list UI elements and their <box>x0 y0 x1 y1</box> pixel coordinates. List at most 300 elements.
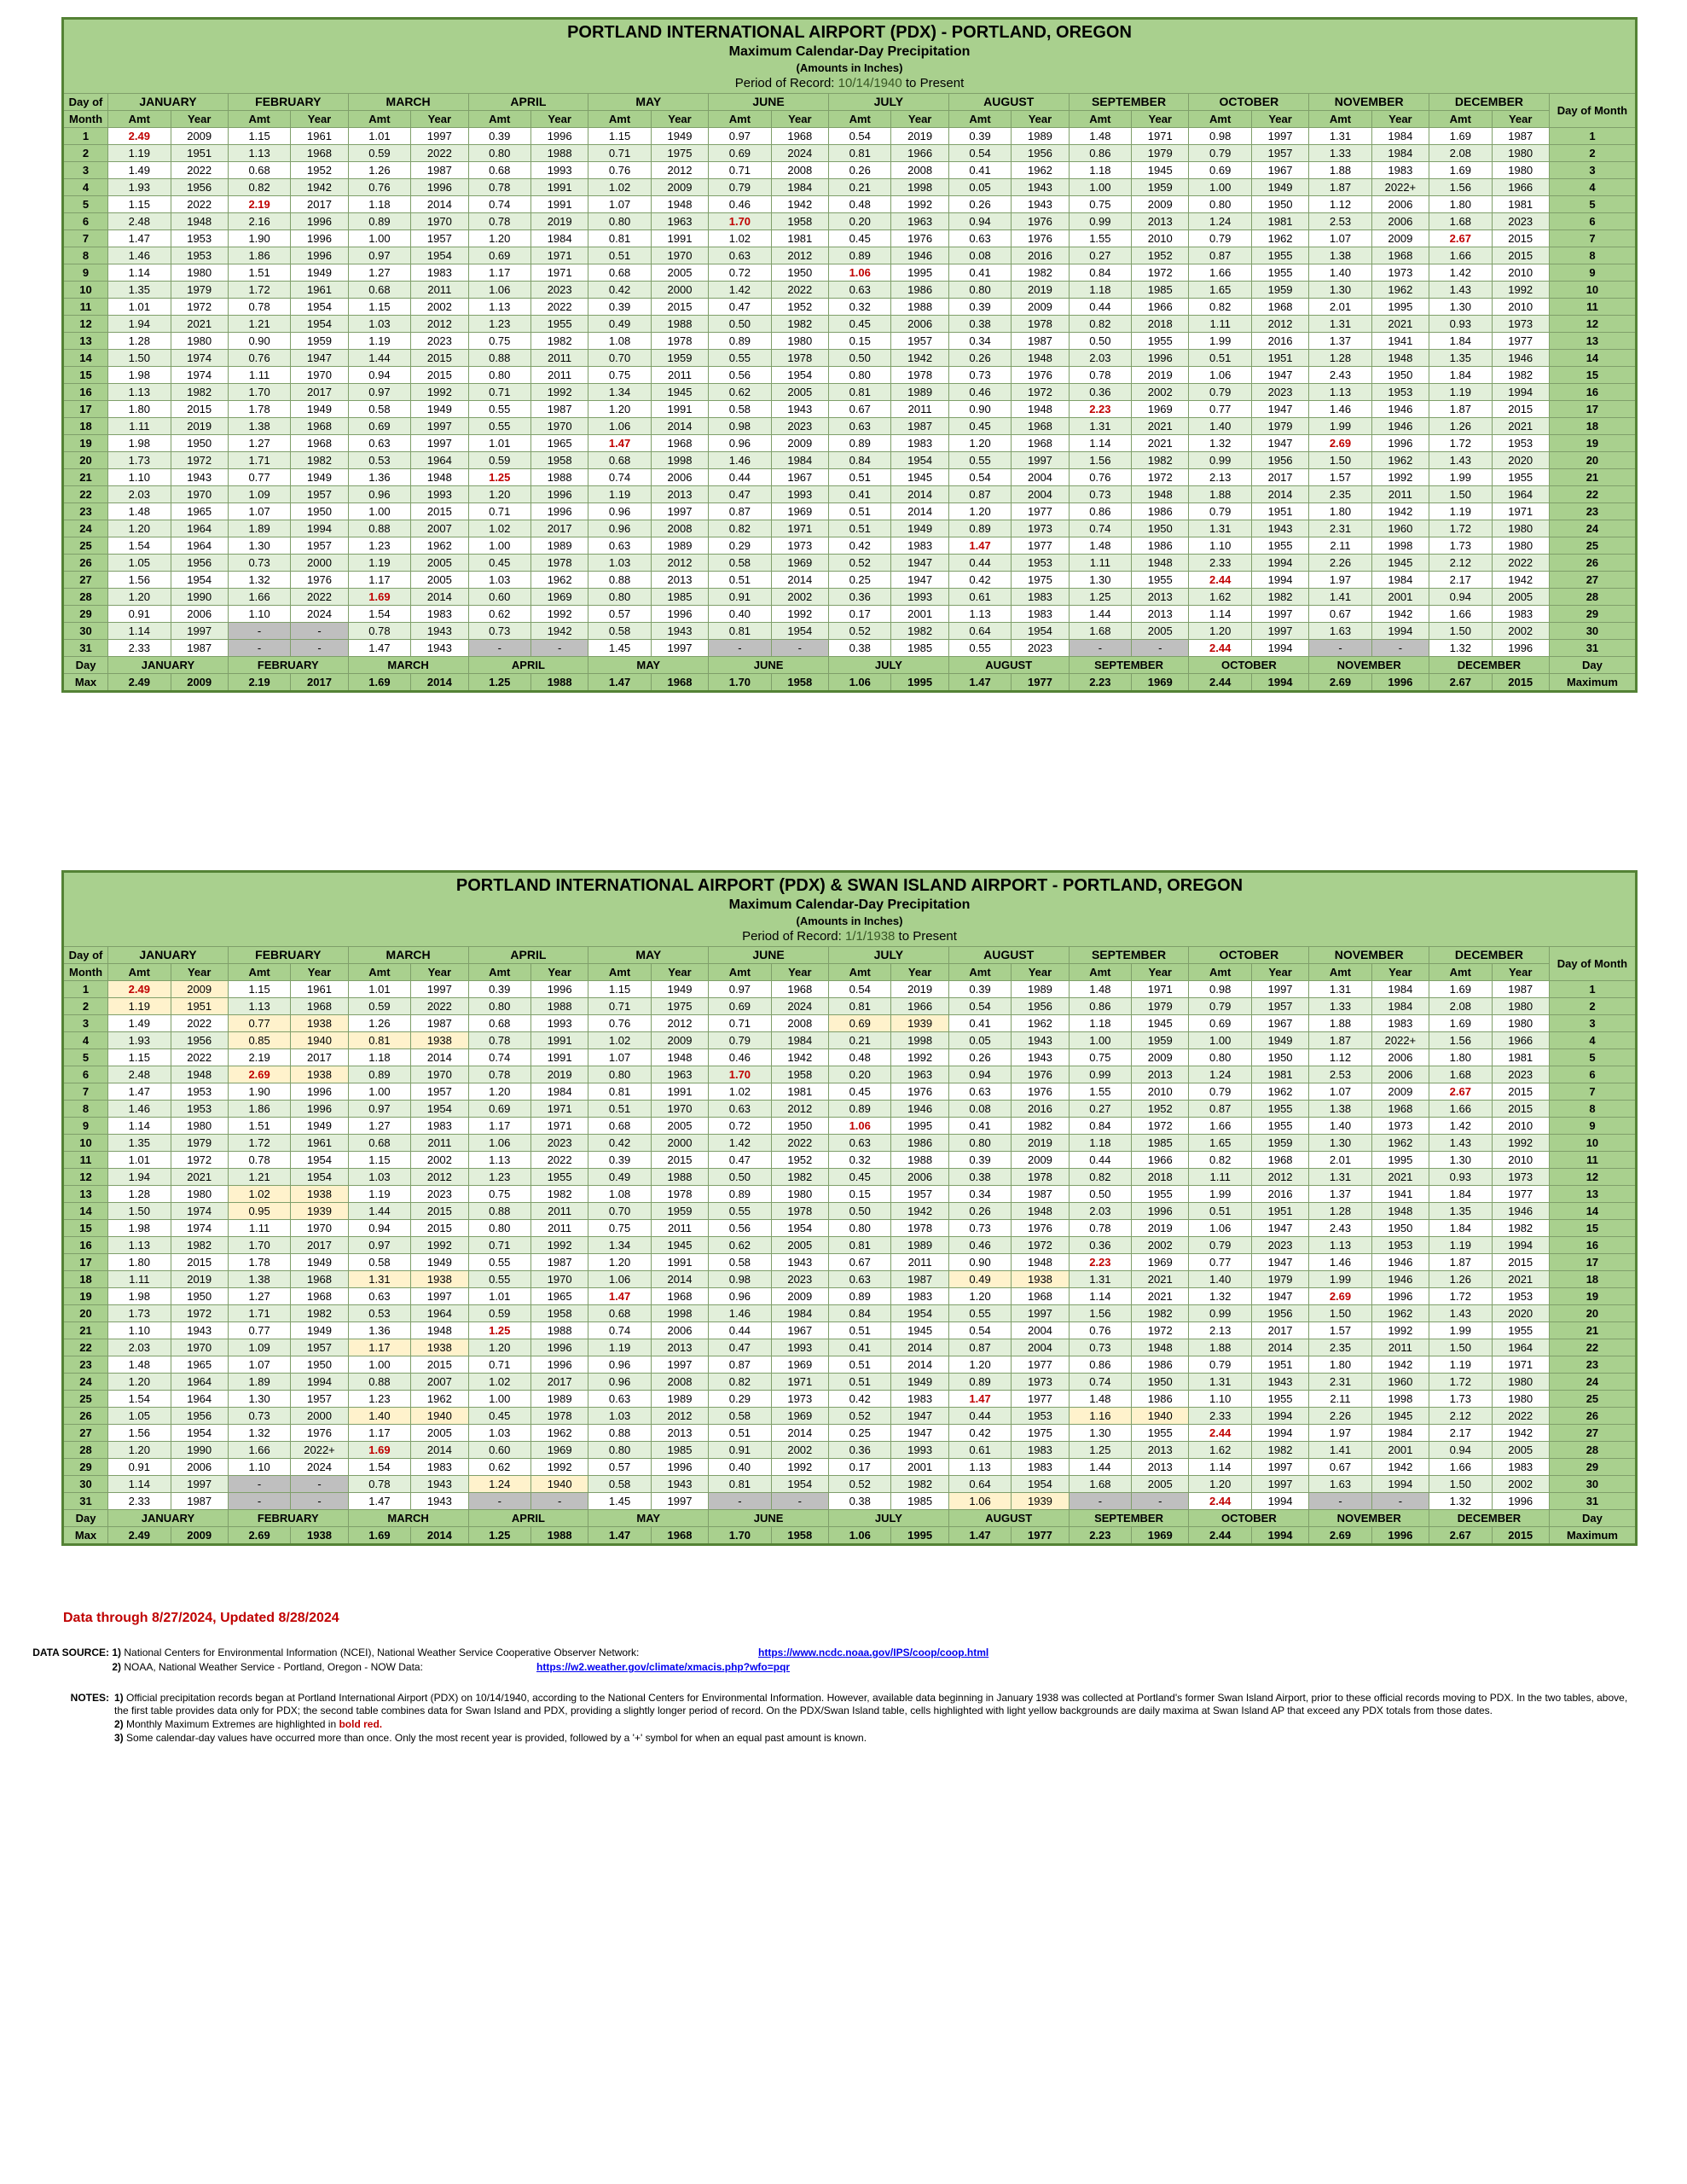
max-amount: 2.69 <box>1309 674 1371 692</box>
amount-cell: 0.71 <box>468 503 530 520</box>
amount-cell: 0.80 <box>1189 1049 1251 1066</box>
amount-cell: 1.14 <box>108 1118 171 1135</box>
year-cell: 1945 <box>651 384 708 401</box>
amount-cell: 1.32 <box>1429 1493 1492 1510</box>
amt-header: Amt <box>1429 964 1492 981</box>
amount-cell: 0.82 <box>228 179 290 196</box>
year-cell: 2011 <box>411 282 468 299</box>
year-cell: 1988 <box>651 1169 708 1186</box>
year-cell: 1957 <box>291 1339 348 1356</box>
year-cell: 1954 <box>411 247 468 264</box>
year-cell: 2009 <box>651 179 708 196</box>
amount-cell: 1.19 <box>1429 1356 1492 1374</box>
amount-cell: 2.26 <box>1309 1408 1371 1425</box>
amount-cell: 0.80 <box>588 213 651 230</box>
day-number: 8 <box>1549 1101 1636 1118</box>
amount-cell: 0.74 <box>468 1049 530 1066</box>
amount-cell: 0.68 <box>468 1015 530 1032</box>
year-cell: 1983 <box>1371 162 1429 179</box>
year-cell: 1948 <box>171 213 228 230</box>
amount-cell: 1.40 <box>1309 264 1371 282</box>
amount-cell: 1.56 <box>1429 179 1492 196</box>
year-cell: 1982 <box>1492 367 1549 384</box>
day-number: 31 <box>1549 640 1636 657</box>
maximum-label: Maximum <box>1549 674 1636 692</box>
day-number: 15 <box>1549 367 1636 384</box>
year-cell: 1972 <box>1012 1237 1069 1254</box>
amount-cell: 0.60 <box>468 589 530 606</box>
amount-cell: 0.42 <box>948 572 1011 589</box>
year-cell: 1968 <box>651 435 708 452</box>
day-number: 15 <box>63 367 108 384</box>
month-footer: MAY <box>588 1510 709 1527</box>
year-cell: 1993 <box>891 1442 948 1459</box>
year-cell: 1978 <box>771 1203 828 1220</box>
amount-cell: 1.57 <box>1309 1322 1371 1339</box>
amount-cell: 0.99 <box>1189 1305 1251 1322</box>
day-number: 19 <box>1549 1288 1636 1305</box>
amt-header: Amt <box>1309 111 1371 128</box>
day-number: 26 <box>1549 555 1636 572</box>
amount-cell: 0.69 <box>1189 1015 1251 1032</box>
day-number: 29 <box>1549 606 1636 623</box>
amount-cell: 0.80 <box>1189 196 1251 213</box>
year-cell: 1968 <box>1371 1101 1429 1118</box>
year-cell: 1983 <box>411 1118 468 1135</box>
amount-cell: 0.71 <box>468 1356 530 1374</box>
year-cell: 1968 <box>291 998 348 1015</box>
amount-cell: 1.07 <box>1309 230 1371 247</box>
amount-cell: 0.26 <box>948 196 1011 213</box>
amt-header: Amt <box>348 111 410 128</box>
amount-cell: 0.39 <box>948 1152 1011 1169</box>
amount-cell: 1.20 <box>1189 1476 1251 1493</box>
year-cell: 2000 <box>651 1135 708 1152</box>
amount-cell: 1.80 <box>1309 503 1371 520</box>
day-number: 16 <box>1549 384 1636 401</box>
year-cell: 1987 <box>1012 1186 1069 1203</box>
amount-cell: 1.80 <box>1429 1049 1492 1066</box>
max-amount: 1.70 <box>709 1527 771 1545</box>
year-cell: 2009 <box>1132 196 1189 213</box>
table-row <box>63 589 1637 606</box>
amount-cell: 0.91 <box>709 1442 771 1459</box>
day-number: 6 <box>1549 1066 1636 1083</box>
year-cell: 1949 <box>891 520 948 537</box>
year-cell: 1991 <box>651 1254 708 1271</box>
amount-cell: 0.80 <box>588 1442 651 1459</box>
amount-cell: 1.84 <box>1429 1220 1492 1237</box>
amount-cell: 0.54 <box>948 1322 1011 1339</box>
amount-cell: 0.68 <box>348 282 410 299</box>
amount-cell: 0.94 <box>1429 589 1492 606</box>
year-cell: 2017 <box>1251 1322 1308 1339</box>
amount-cell: 0.17 <box>828 1459 890 1476</box>
month-footer: JANUARY <box>108 1510 229 1527</box>
amount-cell: 1.23 <box>348 1391 410 1408</box>
year-cell: 1961 <box>291 128 348 145</box>
amt-header: Amt <box>348 964 410 981</box>
month-header: JANUARY <box>108 94 229 111</box>
amount-cell: 1.87 <box>1429 401 1492 418</box>
amount-cell: 0.82 <box>1069 1169 1131 1186</box>
amount-cell: 1.24 <box>1189 213 1251 230</box>
amount-cell: 0.79 <box>709 179 771 196</box>
year-cell: - <box>530 1493 588 1510</box>
year-cell: 1973 <box>1492 1169 1549 1186</box>
year-cell: 1977 <box>1492 1186 1549 1203</box>
year-cell: 1969 <box>771 1356 828 1374</box>
table-row <box>63 1032 1637 1049</box>
year-cell: 1963 <box>891 1066 948 1083</box>
day-number: 8 <box>63 247 108 264</box>
amount-cell: 0.89 <box>828 1101 890 1118</box>
year-cell: 2012 <box>411 316 468 333</box>
year-cell: 1943 <box>1012 1032 1069 1049</box>
year-cell: 2008 <box>651 1374 708 1391</box>
year-cell: 1981 <box>771 1083 828 1101</box>
amount-cell: 1.25 <box>468 1322 530 1339</box>
year-cell: 1981 <box>771 230 828 247</box>
year-cell: 1957 <box>891 1186 948 1203</box>
year-cell: 2022 <box>530 1152 588 1169</box>
year-cell: 1996 <box>1371 435 1429 452</box>
year-cell: 1982 <box>1012 264 1069 282</box>
amount-cell: 0.82 <box>709 520 771 537</box>
amount-cell: 1.47 <box>108 230 171 247</box>
year-cell: 1984 <box>1371 128 1429 145</box>
amount-cell: 1.88 <box>1309 162 1371 179</box>
amount-cell: 1.41 <box>1309 1442 1371 1459</box>
year-cell: 1943 <box>1012 179 1069 196</box>
year-cell: 2023 <box>530 282 588 299</box>
day-label: Day <box>63 1510 108 1527</box>
amount-cell: 1.48 <box>1069 981 1131 998</box>
year-cell: 1964 <box>1492 1339 1549 1356</box>
amount-cell: 0.45 <box>828 316 890 333</box>
amount-cell: 1.13 <box>228 998 290 1015</box>
ncei-link[interactable]: https://www.ncdc.noaa.gov/IPS/coop/coop.html <box>758 1647 989 1658</box>
table-row <box>63 640 1637 657</box>
year-cell: 1962 <box>1251 230 1308 247</box>
year-cell: 1983 <box>1492 1459 1549 1476</box>
table-row <box>63 1169 1637 1186</box>
precip-grid <box>61 93 1638 693</box>
year-cell: 1986 <box>1132 503 1189 520</box>
amount-cell: 1.06 <box>588 418 651 435</box>
year-cell: 2014 <box>1251 1339 1308 1356</box>
amount-cell: 1.56 <box>1429 1032 1492 1049</box>
year-cell: 1947 <box>291 350 348 367</box>
amount-cell: 0.25 <box>828 1425 890 1442</box>
year-cell: 1975 <box>1012 1425 1069 1442</box>
amount-cell: 1.99 <box>1189 333 1251 350</box>
amount-cell: 2.03 <box>1069 1203 1131 1220</box>
year-cell: 2015 <box>411 503 468 520</box>
amount-cell: 1.73 <box>1429 537 1492 555</box>
year-cell: 2021 <box>1132 418 1189 435</box>
year-cell: 1950 <box>771 1118 828 1135</box>
year-cell: 1993 <box>771 1339 828 1356</box>
amount-cell: 0.87 <box>709 503 771 520</box>
amount-cell: 1.38 <box>228 1271 290 1288</box>
amount-cell: 1.00 <box>468 1391 530 1408</box>
table-row <box>63 162 1637 179</box>
amount-cell: 0.69 <box>468 247 530 264</box>
year-cell: 1985 <box>1132 1135 1189 1152</box>
year-cell: 2022+ <box>1371 1032 1429 1049</box>
amt-header: Amt <box>1189 964 1251 981</box>
amount-cell: 1.20 <box>588 1254 651 1271</box>
year-cell: 2015 <box>1492 1083 1549 1101</box>
year-cell: 1942 <box>891 350 948 367</box>
period-date: 1/1/1938 <box>844 929 896 944</box>
table-row <box>63 401 1637 418</box>
amount-cell: 1.03 <box>588 555 651 572</box>
month-footer: FEBRUARY <box>228 657 348 674</box>
amt-header: Amt <box>828 111 890 128</box>
max-year: 1988 <box>530 1527 588 1545</box>
year-cell: 1977 <box>1012 537 1069 555</box>
max-year: 1996 <box>1371 674 1429 692</box>
year-cell: 1983 <box>891 1288 948 1305</box>
amount-cell: 1.38 <box>1309 1101 1371 1118</box>
units-note: (Amounts in Inches) <box>796 61 903 74</box>
year-cell: 1953 <box>1012 555 1069 572</box>
amount-cell: 0.15 <box>828 1186 890 1203</box>
year-cell: 1964 <box>411 452 468 469</box>
amount-cell: - <box>709 1493 771 1510</box>
day-number: 28 <box>63 589 108 606</box>
month-footer: JANUARY <box>108 657 229 674</box>
amount-cell: 1.09 <box>228 1339 290 1356</box>
month-header: NOVEMBER <box>1309 94 1429 111</box>
amount-cell: 0.80 <box>948 282 1011 299</box>
amount-cell: 1.47 <box>108 1083 171 1101</box>
year-cell: 1987 <box>1012 333 1069 350</box>
amount-cell: 0.49 <box>588 316 651 333</box>
amount-cell: 0.05 <box>948 179 1011 196</box>
amount-cell: 0.78 <box>468 1066 530 1083</box>
amount-cell: 0.80 <box>948 1135 1011 1152</box>
month-header: OCTOBER <box>1189 947 1309 964</box>
period-label: Period of Record: <box>742 929 842 944</box>
amount-cell: 1.21 <box>228 316 290 333</box>
amount-cell: 1.20 <box>948 1288 1011 1305</box>
amount-cell: 0.89 <box>348 1066 410 1083</box>
year-cell: 1984 <box>771 452 828 469</box>
amount-cell: 0.55 <box>948 452 1011 469</box>
year-cell: 1971 <box>1132 128 1189 145</box>
amount-cell: 1.37 <box>1309 1186 1371 1203</box>
year-cell: 1987 <box>171 640 228 657</box>
amount-cell: 1.47 <box>588 1288 651 1305</box>
amount-cell: 1.44 <box>348 350 410 367</box>
year-cell: 2013 <box>1132 1442 1189 1459</box>
year-cell: 2019 <box>171 418 228 435</box>
amount-cell: 1.40 <box>348 1408 410 1425</box>
amount-cell: 1.26 <box>1429 1271 1492 1288</box>
day-number: 13 <box>63 333 108 350</box>
amount-cell: 0.84 <box>828 1305 890 1322</box>
year-cell: 1949 <box>651 128 708 145</box>
year-cell: 1997 <box>1251 606 1308 623</box>
amount-cell: 1.31 <box>1309 1169 1371 1186</box>
nws-link[interactable]: https://w2.weather.gov/climate/xmacis.php?wfo=pqr <box>536 1661 791 1673</box>
amount-cell: 0.69 <box>709 998 771 1015</box>
year-cell: 1997 <box>1251 128 1308 145</box>
table-header <box>61 870 1638 946</box>
year-cell: 1994 <box>1251 1408 1308 1425</box>
year-cell: 1984 <box>530 1083 588 1101</box>
amount-cell: 0.67 <box>828 1254 890 1271</box>
day-number: 24 <box>63 520 108 537</box>
year-cell: 1949 <box>411 1254 468 1271</box>
year-cell: 2014 <box>891 1356 948 1374</box>
pdx-swan-island-table <box>61 870 1638 1546</box>
amount-cell: 1.69 <box>1429 128 1492 145</box>
year-cell: 1997 <box>1251 1476 1308 1493</box>
amount-cell: 0.87 <box>948 1339 1011 1356</box>
amount-cell: 0.51 <box>828 1356 890 1374</box>
year-cell: 1970 <box>411 213 468 230</box>
year-cell: 2013 <box>1132 606 1189 623</box>
year-cell: 1938 <box>291 1015 348 1032</box>
year-cell: 1965 <box>530 435 588 452</box>
amount-cell: 2.67 <box>1429 1083 1492 1101</box>
max-year: 1994 <box>1251 1527 1308 1545</box>
year-cell: - <box>1371 1493 1429 1510</box>
amount-cell: 1.31 <box>348 1271 410 1288</box>
year-cell: 2023 <box>1492 213 1549 230</box>
amt-header: Amt <box>948 111 1011 128</box>
amount-cell: 1.69 <box>348 1442 410 1459</box>
year-cell: 1948 <box>1132 555 1189 572</box>
amount-cell: 1.72 <box>1429 435 1492 452</box>
amount-cell: 2.49 <box>108 128 171 145</box>
year-cell: - <box>530 640 588 657</box>
year-cell: 1980 <box>771 1186 828 1203</box>
note-2 <box>114 1718 1632 1731</box>
amount-cell: 0.79 <box>1189 230 1251 247</box>
amount-cell: 0.57 <box>588 1459 651 1476</box>
amount-cell: 0.94 <box>948 213 1011 230</box>
amount-cell: 0.80 <box>468 998 530 1015</box>
day-number: 16 <box>63 384 108 401</box>
amount-cell: 2.53 <box>1309 213 1371 230</box>
year-cell: 1996 <box>291 213 348 230</box>
year-cell: 2018 <box>1132 316 1189 333</box>
amount-cell: 1.26 <box>1429 418 1492 435</box>
amount-cell: 0.84 <box>1069 1118 1131 1135</box>
day-number: 3 <box>1549 162 1636 179</box>
amount-cell: 1.19 <box>1429 1237 1492 1254</box>
year-cell: 2013 <box>651 572 708 589</box>
amount-cell: 0.63 <box>948 230 1011 247</box>
year-cell: 1997 <box>1012 452 1069 469</box>
year-cell: 1962 <box>411 537 468 555</box>
year-cell: 1987 <box>171 1493 228 1510</box>
amount-cell: 0.75 <box>1069 196 1131 213</box>
day-number: 1 <box>63 128 108 145</box>
day-number: 9 <box>63 264 108 282</box>
year-cell: 1983 <box>1371 1015 1429 1032</box>
amount-cell: 0.72 <box>709 264 771 282</box>
amount-cell: 1.43 <box>1429 282 1492 299</box>
day-number: 7 <box>1549 230 1636 247</box>
year-cell: 1984 <box>530 230 588 247</box>
year-cell: 2006 <box>891 316 948 333</box>
table-row <box>63 128 1637 145</box>
amount-cell: 1.19 <box>588 1339 651 1356</box>
amt-header: Amt <box>948 964 1011 981</box>
amount-cell: 0.63 <box>709 247 771 264</box>
year-cell: 1946 <box>1371 401 1429 418</box>
amount-cell: 1.00 <box>1189 1032 1251 1049</box>
year-cell: 1959 <box>1132 179 1189 196</box>
table-row <box>63 299 1637 316</box>
amount-cell: 0.68 <box>468 162 530 179</box>
year-cell: 2015 <box>411 1220 468 1237</box>
amount-cell: 1.01 <box>108 299 171 316</box>
amount-cell: 0.76 <box>588 1015 651 1032</box>
month-footer: NOVEMBER <box>1309 1510 1429 1527</box>
amount-cell: 0.78 <box>468 1032 530 1049</box>
amount-cell: 1.25 <box>468 469 530 486</box>
year-cell: 2012 <box>651 1408 708 1425</box>
year-cell: 2019 <box>530 1066 588 1083</box>
year-cell: 1982 <box>771 1169 828 1186</box>
amount-cell: 1.36 <box>348 469 410 486</box>
year-cell: 1997 <box>411 981 468 998</box>
year-cell: 1943 <box>411 1493 468 1510</box>
year-cell: 2021 <box>1132 1271 1189 1288</box>
table-row <box>63 418 1637 435</box>
amount-cell: 2.26 <box>1309 555 1371 572</box>
amount-cell: 1.11 <box>228 367 290 384</box>
amount-cell: 0.42 <box>828 537 890 555</box>
max-label: Max <box>63 1527 108 1545</box>
amount-cell: 2.33 <box>1189 555 1251 572</box>
year-cell: 1994 <box>1251 572 1308 589</box>
year-cell: 2004 <box>1012 486 1069 503</box>
year-cell: 1987 <box>891 418 948 435</box>
amt-header: Amt <box>588 111 651 128</box>
year-cell: 1962 <box>530 572 588 589</box>
amount-cell: 0.82 <box>1069 316 1131 333</box>
year-cell: 1987 <box>530 401 588 418</box>
year-cell: 2010 <box>1492 1118 1549 1135</box>
amount-cell: 0.51 <box>709 572 771 589</box>
amount-cell: 0.71 <box>468 1237 530 1254</box>
amount-cell: 1.68 <box>1429 213 1492 230</box>
amount-cell: 0.32 <box>828 1152 890 1169</box>
year-cell: 2023 <box>1251 384 1308 401</box>
year-cell: 1983 <box>1012 606 1069 623</box>
table-row <box>63 367 1637 384</box>
month-header: SEPTEMBER <box>1069 94 1189 111</box>
amount-cell: 1.14 <box>108 623 171 640</box>
year-cell: 1956 <box>171 179 228 196</box>
year-cell: 1948 <box>1012 401 1069 418</box>
amount-cell: 2.35 <box>1309 486 1371 503</box>
amount-cell: 1.07 <box>228 1356 290 1374</box>
year-cell: 1954 <box>291 1169 348 1186</box>
year-cell: 2020 <box>1492 1305 1549 1322</box>
amount-cell: 0.78 <box>348 1476 410 1493</box>
year-cell: 1979 <box>171 1135 228 1152</box>
year-cell: 1953 <box>171 230 228 247</box>
